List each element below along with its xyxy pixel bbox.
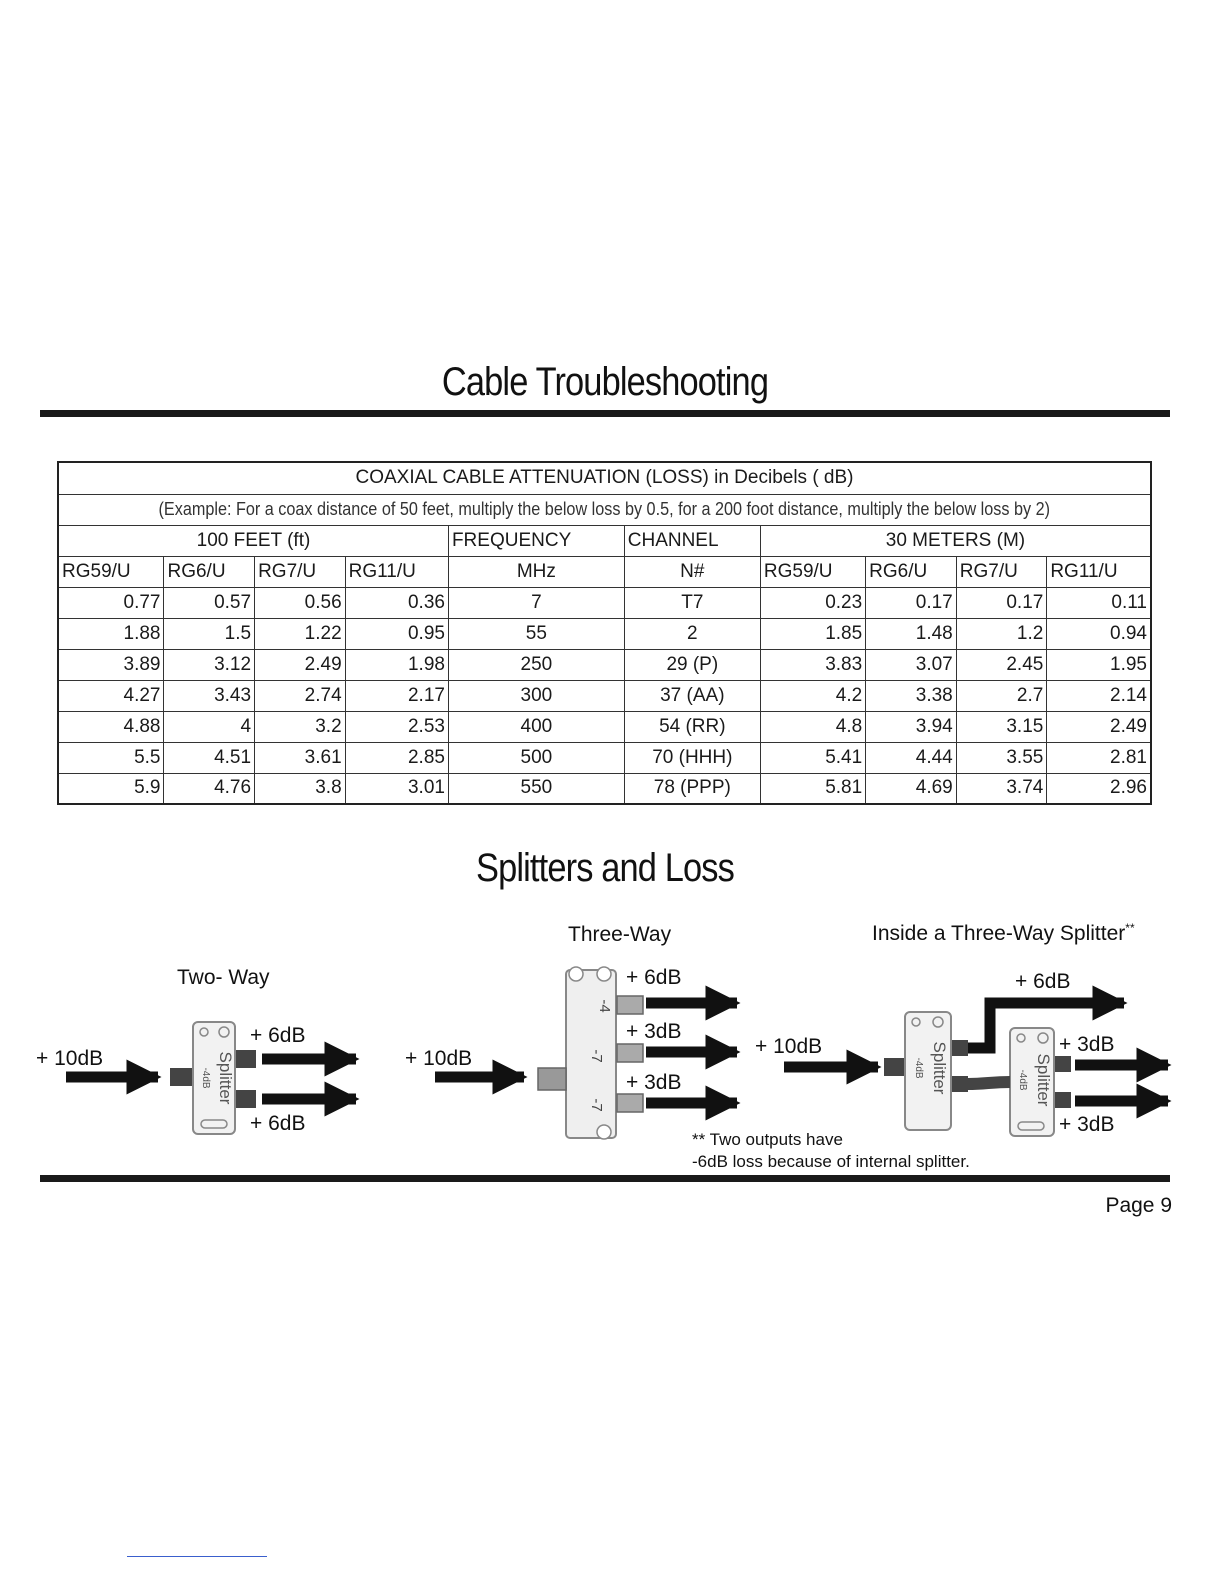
table-cell: 1.88	[58, 618, 164, 649]
two-way-splitter-device	[170, 1022, 256, 1134]
two-way-input-label: + 10dB	[36, 1047, 104, 1070]
inside-second-splitter-device	[1010, 1028, 1071, 1136]
table-cell: 3.38	[866, 680, 957, 711]
column-header: RG11/U	[345, 556, 448, 587]
table-cell: 3.89	[58, 649, 164, 680]
inside-three-way-title: Inside a Three-Way Splitter**	[872, 921, 1135, 945]
table-cell: 3.55	[956, 742, 1047, 773]
table-cell: 3.07	[866, 649, 957, 680]
table-cell: 78 (PPP)	[624, 773, 760, 804]
inside-second-device-loss: -4dB	[1017, 1069, 1028, 1091]
column-header: RG7/U	[255, 556, 346, 587]
table-cell: 4.76	[164, 773, 255, 804]
table-cell: 3.15	[956, 711, 1047, 742]
table-cell: 0.95	[345, 618, 448, 649]
group-header-meters: 30 METERS (M)	[760, 525, 1151, 556]
table-cell: 3.74	[956, 773, 1047, 804]
table-cell: 4.27	[58, 680, 164, 711]
table-cell: 5.5	[58, 742, 164, 773]
table-cell: 2.45	[956, 649, 1047, 680]
two-way-title: Two- Way	[177, 966, 270, 989]
table-cell: 3.43	[164, 680, 255, 711]
internal-cable	[968, 1082, 1010, 1084]
table-cell: 4.88	[58, 711, 164, 742]
table-cell: 3.61	[255, 742, 346, 773]
inside-second-device-label: Splitter	[1034, 1053, 1053, 1107]
three-way-output-2-label: + 3dB	[626, 1020, 682, 1043]
table-cell: 2.81	[1047, 742, 1151, 773]
table-cell: 3.2	[255, 711, 346, 742]
column-header: RG11/U	[1047, 556, 1151, 587]
table-cell: 55	[448, 618, 624, 649]
section-title: Splitters and Loss	[476, 846, 734, 890]
column-header: RG59/U	[760, 556, 865, 587]
table-cell: 2.7	[956, 680, 1047, 711]
group-header-channel: CHANNEL	[624, 525, 760, 556]
table-cell: 3.94	[866, 711, 957, 742]
table-cell: 3.83	[760, 649, 865, 680]
three-way-output-1-label: + 6dB	[626, 966, 682, 989]
page-title: Cable Troubleshooting	[441, 360, 769, 404]
inside-first-device-label: Splitter	[930, 1041, 949, 1095]
group-header-frequency: FREQUENCY	[448, 525, 624, 556]
three-way-port-label-1: -4	[596, 999, 613, 1013]
table-cell: 300	[448, 680, 624, 711]
table-example-note: (Example: For a coax distance of 50 feet, multiply the below loss by 0.5, for a 200 foot distance, multiply the below loss by 2)	[58, 494, 1151, 525]
column-header: MHz	[448, 556, 624, 587]
table-cell: 2.49	[1047, 711, 1151, 742]
table-cell: 1.5	[164, 618, 255, 649]
bottom-rule	[40, 1175, 1170, 1182]
table-cell: 0.56	[255, 587, 346, 618]
table-cell: 54 (RR)	[624, 711, 760, 742]
table-cell: 0.36	[345, 587, 448, 618]
two-way-output-top-label: + 6dB	[250, 1024, 306, 1047]
table-cell: 0.17	[866, 587, 957, 618]
attenuation-table	[57, 461, 1152, 805]
table-cell: 500	[448, 742, 624, 773]
table-cell: 0.17	[956, 587, 1047, 618]
table-cell: 1.85	[760, 618, 865, 649]
table-cell: 1.48	[866, 618, 957, 649]
inside-input-label: + 10dB	[755, 1035, 823, 1058]
column-header: RG6/U	[164, 556, 255, 587]
inside-note-line-2: -6dB loss because of internal splitter.	[692, 1152, 970, 1171]
table-cell: 4.51	[164, 742, 255, 773]
table-cell: 4.2	[760, 680, 865, 711]
table-cell: 5.41	[760, 742, 865, 773]
top-rule	[40, 410, 1170, 417]
column-header-row	[58, 556, 1151, 587]
three-way-port-label-3: -7	[588, 1098, 605, 1112]
table-cell: 4.44	[866, 742, 957, 773]
table-cell: 1.22	[255, 618, 346, 649]
table-cell: 2	[624, 618, 760, 649]
table-row	[58, 680, 1151, 711]
table-cell: 4.69	[866, 773, 957, 804]
table-cell: 37 (AA)	[624, 680, 760, 711]
inside-output-bottom-label: + 3dB	[1059, 1113, 1115, 1136]
splitter-diagrams	[0, 900, 1224, 1160]
table-row	[58, 711, 1151, 742]
three-way-port-label-2: -7	[588, 1049, 605, 1063]
column-header: N#	[624, 556, 760, 587]
table-row	[58, 742, 1151, 773]
table-cell: 4.8	[760, 711, 865, 742]
three-way-input-label: + 10dB	[405, 1047, 473, 1070]
table-cell: 550	[448, 773, 624, 804]
table-cell: 250	[448, 649, 624, 680]
table-cell: 0.11	[1047, 587, 1151, 618]
column-header: RG7/U	[956, 556, 1047, 587]
three-way-output-3-label: + 3dB	[626, 1071, 682, 1094]
table-cell: 2.49	[255, 649, 346, 680]
table-cell: 5.9	[58, 773, 164, 804]
table-cell: 0.77	[58, 587, 164, 618]
table-cell: 2.85	[345, 742, 448, 773]
two-way-output-bottom-label: + 6dB	[250, 1112, 306, 1135]
table-cell: 1.98	[345, 649, 448, 680]
inside-first-splitter-device	[884, 1012, 968, 1130]
two-way-device-label: Splitter	[216, 1051, 235, 1105]
table-cell: 2.96	[1047, 773, 1151, 804]
footer-link-underline	[127, 1556, 267, 1557]
table-cell: 400	[448, 711, 624, 742]
table-cell: 0.94	[1047, 618, 1151, 649]
table-cell: 2.14	[1047, 680, 1151, 711]
inside-note-line-1: ** Two outputs have	[692, 1130, 843, 1149]
table-row	[58, 649, 1151, 680]
two-way-device-loss: -4dB	[200, 1067, 211, 1089]
three-way-splitter-device	[538, 967, 643, 1139]
table-cell: 1.2	[956, 618, 1047, 649]
table-cell: 2.53	[345, 711, 448, 742]
table-cell: 3.8	[255, 773, 346, 804]
table-row	[58, 618, 1151, 649]
table-row	[58, 587, 1151, 618]
table-caption: COAXIAL CABLE ATTENUATION (LOSS) in Decibels ( dB)	[58, 462, 1151, 494]
table-body	[58, 587, 1151, 804]
three-way-title: Three-Way	[568, 923, 672, 946]
table-cell: 0.57	[164, 587, 255, 618]
table-cell: 0.23	[760, 587, 865, 618]
table-cell: 3.12	[164, 649, 255, 680]
table-cell: T7	[624, 587, 760, 618]
column-header: RG6/U	[866, 556, 957, 587]
group-header-feet: 100 FEET (ft)	[58, 525, 448, 556]
inside-output-mid-label: + 3dB	[1059, 1033, 1115, 1056]
table-cell: 2.17	[345, 680, 448, 711]
column-header: RG59/U	[58, 556, 164, 587]
table-cell: 29 (P)	[624, 649, 760, 680]
table-cell: 5.81	[760, 773, 865, 804]
table-cell: 2.74	[255, 680, 346, 711]
table-cell: 4	[164, 711, 255, 742]
table-cell: 3.01	[345, 773, 448, 804]
table-cell: 1.95	[1047, 649, 1151, 680]
table-cell: 7	[448, 587, 624, 618]
table-row	[58, 773, 1151, 804]
page-number: Page 9	[1105, 1194, 1172, 1217]
inside-output-top-label: + 6dB	[1015, 970, 1071, 993]
inside-first-device-loss: -4dB	[913, 1057, 924, 1079]
table-cell: 70 (HHH)	[624, 742, 760, 773]
